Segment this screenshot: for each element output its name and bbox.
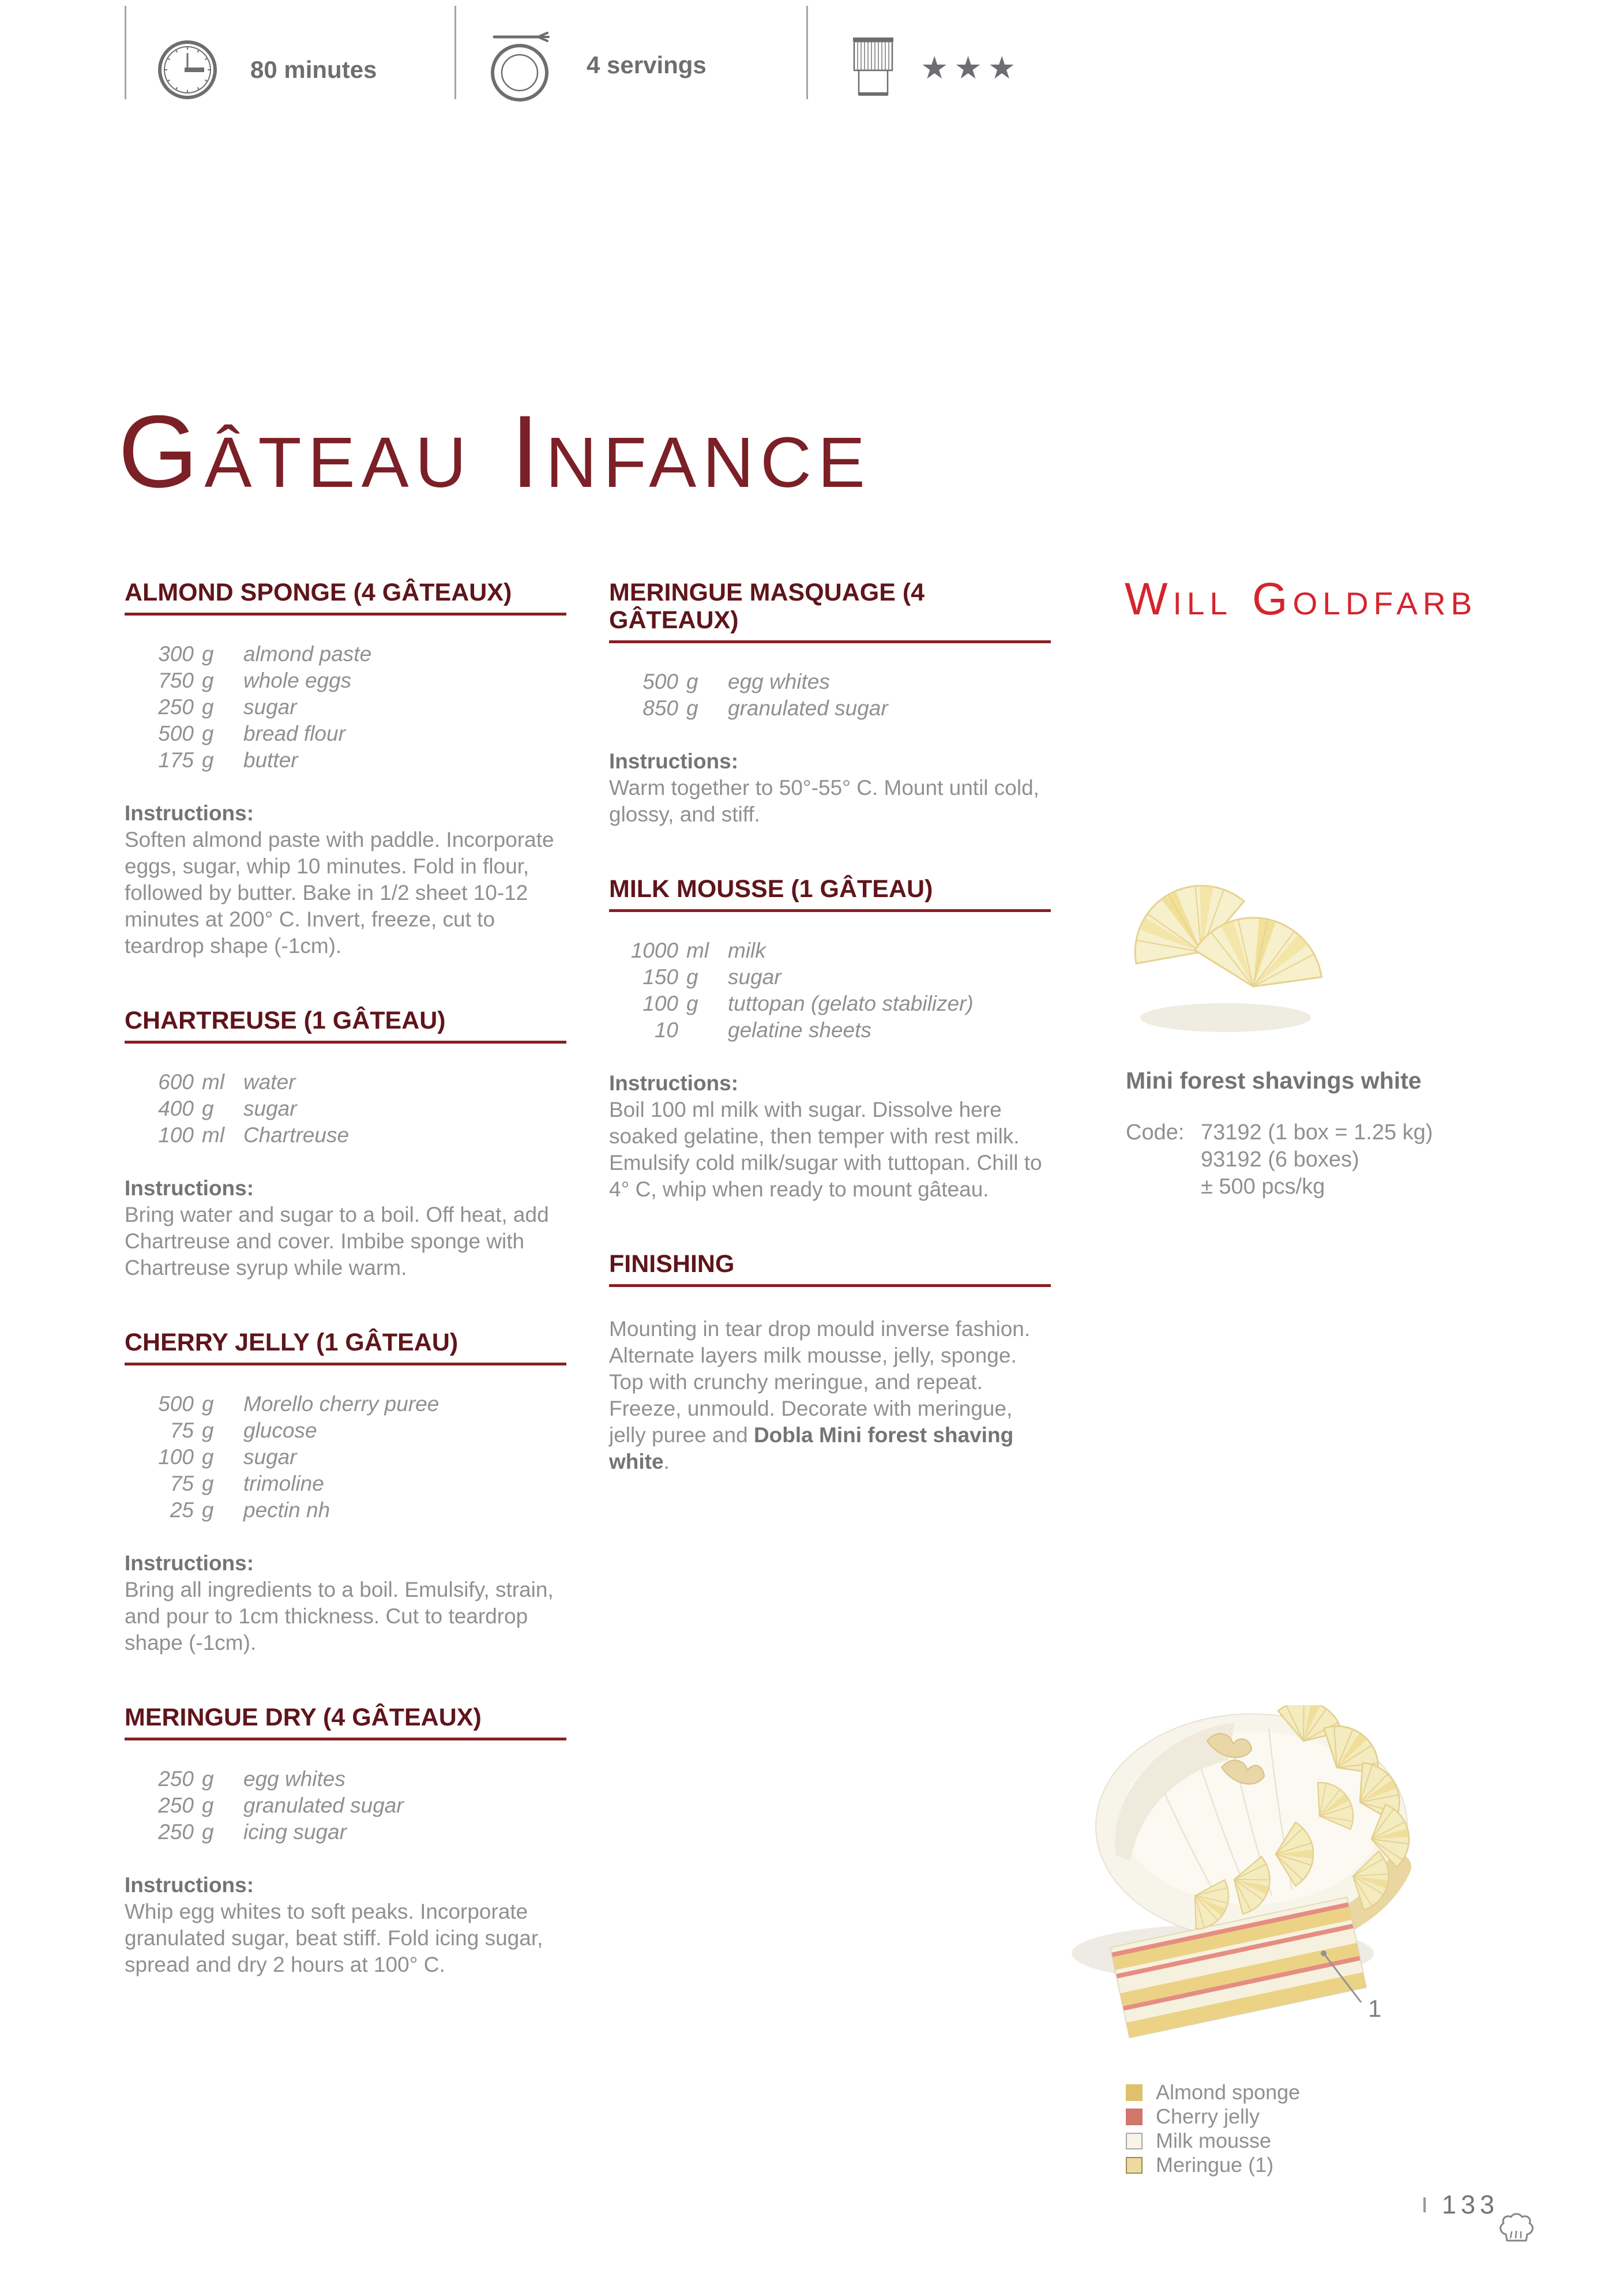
ingredient-name: gelatine sheets (728, 1018, 871, 1042)
section-rule (609, 1284, 1051, 1287)
ingredient-qty: 150 (642, 965, 678, 989)
ingredient-row (609, 1017, 1051, 1044)
ingredient-name: sugar (728, 965, 781, 989)
ingredient-name: almond paste (243, 642, 372, 666)
ingredient-row (125, 1792, 566, 1819)
page-footer (1423, 2190, 1499, 2220)
ingredient-qty: 250 (158, 1767, 194, 1791)
ingredient-row (125, 667, 566, 694)
chef-name (1125, 572, 1477, 625)
ingredient-row (125, 1819, 566, 1845)
section-heading: FINISHING (609, 1250, 735, 1278)
section-rule (125, 1738, 566, 1740)
ingredient-qty: 1000 (630, 939, 678, 962)
code-lines (1201, 1119, 1433, 1200)
ingredient-row (125, 641, 566, 667)
header-divider (806, 6, 808, 99)
ingredient-name: butter (243, 748, 298, 772)
ingredient-unit: g (202, 1419, 214, 1442)
ingredient-qty: 250 (158, 1820, 194, 1844)
ingredient-qty: 750 (158, 669, 194, 692)
prep-time-label: 80 minutes (250, 56, 377, 83)
ingredient-unit: ml (202, 1070, 225, 1094)
ingredient-qty: 10 (654, 1018, 678, 1042)
ingredient-list (125, 1069, 566, 1149)
section-heading: MILK MOUSSE (1 GÂTEAU) (609, 875, 933, 903)
product-code-block (1126, 1119, 1433, 1200)
ingredient-unit: g (202, 1392, 214, 1416)
ingredient-qty: 600 (158, 1070, 194, 1094)
servings-label: 4 servings (587, 51, 707, 78)
cake-image (1061, 1705, 1419, 2054)
ingredient-name: pectin nh (243, 1498, 330, 1522)
ingredient-unit: g (202, 1498, 214, 1522)
difficulty-stars: ★★★ (920, 50, 1022, 85)
section-heading: MERINGUE MASQUAGE (4 GÂTEAUX) (609, 579, 925, 634)
ingredient-list (125, 1391, 566, 1524)
ingredient-row (125, 747, 566, 774)
code-label: Code: (1126, 1120, 1185, 1145)
difficulty-meta (849, 35, 1021, 100)
title-rest: ÂTEAU (204, 423, 473, 502)
header-divider (454, 6, 456, 99)
page-number-tick (1423, 2197, 1426, 2212)
title-rest: NFANCE (546, 423, 871, 502)
ingredient-row (125, 1470, 566, 1497)
ingredient-unit: ml (686, 939, 709, 962)
code-line: ± 500 pcs/kg (1201, 1175, 1325, 1199)
code-line: 73192 (1 box = 1.25 kg) (1201, 1120, 1433, 1145)
ingredient-unit: g (202, 642, 214, 666)
instructions-label: Instructions: (609, 749, 739, 773)
legend-label: Cherry jelly (1156, 2104, 1260, 2128)
legend-item (1126, 2080, 1300, 2104)
ingredient-name: Chartreuse (243, 1123, 350, 1147)
section-heading: MERINGUE DRY (4 GÂTEAUX) (125, 1704, 482, 1731)
ingredient-name: sugar (243, 695, 297, 719)
instructions-text: Whip egg whites to soft peaks. Incorporate granulated sugar, beat stiff. Fold icing sugar, spread and dry 2 hours at 100° C. (125, 1900, 543, 1976)
code-line: 93192 (6 boxes) (1201, 1147, 1359, 1172)
chocolate-shavings-image (1122, 864, 1329, 1037)
finishing-text-after: . (663, 1450, 670, 1473)
instructions-label: Instructions: (125, 801, 254, 825)
ingredient-unit: g (202, 1472, 214, 1495)
ingredient-unit: g (686, 965, 698, 989)
legend-label: Meringue (1) (1156, 2153, 1274, 2177)
title-initial: G (118, 394, 205, 509)
ingredient-name: water (243, 1070, 296, 1094)
clock-icon (157, 39, 218, 100)
ingredient-row (125, 1444, 566, 1470)
ingredient-qty: 400 (158, 1097, 194, 1120)
instructions-label: Instructions: (609, 1071, 739, 1095)
legend-swatch (1126, 2157, 1143, 2174)
section-heading: CHARTREUSE (1 GÂTEAU) (125, 1007, 446, 1034)
ingredient-row (609, 991, 1051, 1017)
section-rule (125, 1041, 566, 1044)
instructions-text: Boil 100 ml milk with sugar. Dissolve here soaked gelatine, then temper with rest milk. Emulsify cold milk/sugar with tuttopan. Chill to 4° C, whip when ready to mount gâteau. (609, 1098, 1042, 1201)
ingredient-list (125, 1766, 566, 1845)
page-number: 133 (1442, 2190, 1500, 2219)
ingredient-qty: 850 (642, 696, 678, 720)
ingredient-qty: 500 (158, 722, 194, 745)
ingredient-name: bread flour (243, 722, 345, 745)
section-finishing (609, 1250, 1051, 1475)
ingredient-unit: g (686, 992, 698, 1015)
ingredient-name: tuttopan (gelato stabilizer) (728, 992, 974, 1015)
ingredient-name: egg whites (728, 670, 830, 693)
prep-time-meta (157, 39, 377, 100)
ingredient-name: granulated sugar (243, 1794, 404, 1817)
ingredient-row (125, 721, 566, 747)
section-heading: ALMOND SPONGE (4 GÂTEAUX) (125, 579, 512, 606)
ingredient-unit: g (202, 722, 214, 745)
ingredient-qty: 250 (158, 1794, 194, 1817)
ingredient-row (609, 937, 1051, 964)
instructions-label: Instructions: (125, 1176, 254, 1200)
ingredient-name: sugar (243, 1097, 297, 1120)
legend-item (1126, 2129, 1300, 2153)
ingredient-qty: 100 (642, 992, 678, 1015)
ingredient-name: sugar (243, 1445, 297, 1469)
section-rule (125, 613, 566, 616)
chef-name-rest: ILL (1173, 586, 1233, 621)
legend-label: Almond sponge (1156, 2080, 1301, 2104)
ingredient-list (609, 669, 1051, 722)
product-photo-mini-forest-shavings (1122, 864, 1329, 1037)
ingredient-qty: 250 (158, 695, 194, 719)
cake-photo (1061, 1705, 1419, 2054)
chef-name-rest: OLDFARB (1292, 586, 1478, 621)
section-rule (609, 909, 1051, 912)
ingredient-row (125, 1069, 566, 1096)
ingredient-unit: ml (202, 1123, 225, 1147)
instructions-text: Bring all ingredients to a boil. Emulsify, strain, and pour to 1cm thickness. Cut to teardrop shape (-1cm). (125, 1578, 554, 1655)
page-title (118, 392, 871, 511)
ingredient-qty: 75 (170, 1472, 194, 1495)
ingredient-qty: 300 (158, 642, 194, 666)
ingredient-name: granulated sugar (728, 696, 888, 720)
ingredient-name: whole eggs (243, 669, 352, 692)
section-milk-mousse (609, 875, 1051, 1203)
recipe-column-2 (609, 579, 1051, 1522)
section-chartreuse (125, 1007, 566, 1281)
section-meringue-dry (125, 1704, 566, 1978)
chef-name-initial: G (1252, 573, 1293, 624)
chef-hat-logo-icon (1497, 2213, 1535, 2248)
ingredient-name: milk (728, 939, 766, 962)
ingredient-qty: 75 (170, 1419, 194, 1442)
ingredient-row (125, 1766, 566, 1792)
ingredient-unit: g (202, 748, 214, 772)
header-divider (125, 6, 126, 99)
ingredient-qty: 175 (158, 748, 194, 772)
recipe-column-1 (125, 579, 566, 2025)
ingredient-list (125, 641, 566, 774)
ingredient-name: icing sugar (243, 1820, 347, 1844)
legend-item (1126, 2104, 1300, 2129)
ingredient-unit: g (686, 696, 698, 720)
chef-name-initial: W (1125, 573, 1173, 624)
ingredient-row (125, 1096, 566, 1122)
ingredient-unit: g (202, 1445, 214, 1469)
plate-fork-icon (487, 28, 557, 103)
instructions-label: Instructions: (125, 1873, 254, 1897)
ingredient-qty: 25 (170, 1498, 194, 1522)
instructions-text: Warm together to 50°-55° C. Mount until cold, glossy, and stiff. (609, 776, 1039, 826)
finishing-text-bold: Dobla Mini forest shaving white (609, 1423, 1014, 1473)
product-name: Mini forest shavings white (1126, 1067, 1422, 1094)
ingredient-unit: g (202, 1097, 214, 1120)
legend-swatch (1126, 2133, 1143, 2149)
ingredient-unit: g (202, 1767, 214, 1791)
ingredient-unit: g (202, 1820, 214, 1844)
cake-layer-legend (1126, 2080, 1300, 2177)
ingredient-qty: 100 (158, 1123, 194, 1147)
finishing-text-before: Mounting in tear drop mould inverse fashion. Alternate layers milk mousse, jelly, sponge. Top with crunchy meringue, and repeat. Freeze, unmould. Decorate with meringue, jelly puree and (609, 1317, 1031, 1447)
section-almond-sponge (125, 579, 566, 959)
ingredient-unit: g (686, 670, 698, 693)
ingredient-unit: g (202, 1794, 214, 1817)
ingredient-row (609, 695, 1051, 722)
cake-callout-number: 1 (1368, 1995, 1382, 2022)
section-rule (125, 1363, 566, 1365)
ingredient-row (609, 669, 1051, 695)
ingredient-qty: 500 (158, 1392, 194, 1416)
instructions-label: Instructions: (125, 1551, 254, 1575)
ingredient-name: trimoline (243, 1472, 324, 1495)
ingredient-row (125, 1417, 566, 1444)
servings-meta (487, 28, 707, 103)
legend-swatch (1126, 2109, 1143, 2125)
ingredient-name: glucose (243, 1419, 317, 1442)
chef-hat-icon (849, 35, 899, 100)
ingredient-qty: 500 (642, 670, 678, 693)
section-rule (609, 640, 1051, 643)
title-initial: I (510, 394, 546, 509)
ingredient-unit: g (202, 695, 214, 719)
ingredient-row (125, 1122, 566, 1149)
instructions-text: Soften almond paste with paddle. Incorporate eggs, sugar, whip 10 minutes. Fold in flour, followed by butter. Bake in 1/2 sheet 10-12 minutes at 200° C. Invert, freeze, cut to teardrop shape (-1cm). (125, 828, 554, 958)
ingredient-name: egg whites (243, 1767, 345, 1791)
legend-item (1126, 2153, 1300, 2177)
ingredient-row (125, 694, 566, 721)
ingredient-row (125, 1391, 566, 1417)
section-cherry-jelly (125, 1329, 566, 1656)
ingredient-row (609, 964, 1051, 991)
ingredient-unit: g (202, 669, 214, 692)
finishing-text (609, 1316, 1051, 1475)
ingredient-qty: 100 (158, 1445, 194, 1469)
instructions-text: Bring water and sugar to a boil. Off heat, add Chartreuse and cover. Imbibe sponge with Chartreuse syrup while warm. (125, 1203, 549, 1280)
ingredient-name: Morello cherry puree (243, 1392, 439, 1416)
legend-label: Milk mousse (1156, 2129, 1272, 2152)
ingredient-list (609, 937, 1051, 1044)
section-heading: CHERRY JELLY (1 GÂTEAU) (125, 1329, 459, 1356)
section-meringue-masquage (609, 579, 1051, 828)
legend-swatch (1126, 2084, 1143, 2101)
chef-hat-logo (1497, 2213, 1535, 2250)
ingredient-row (125, 1497, 566, 1524)
